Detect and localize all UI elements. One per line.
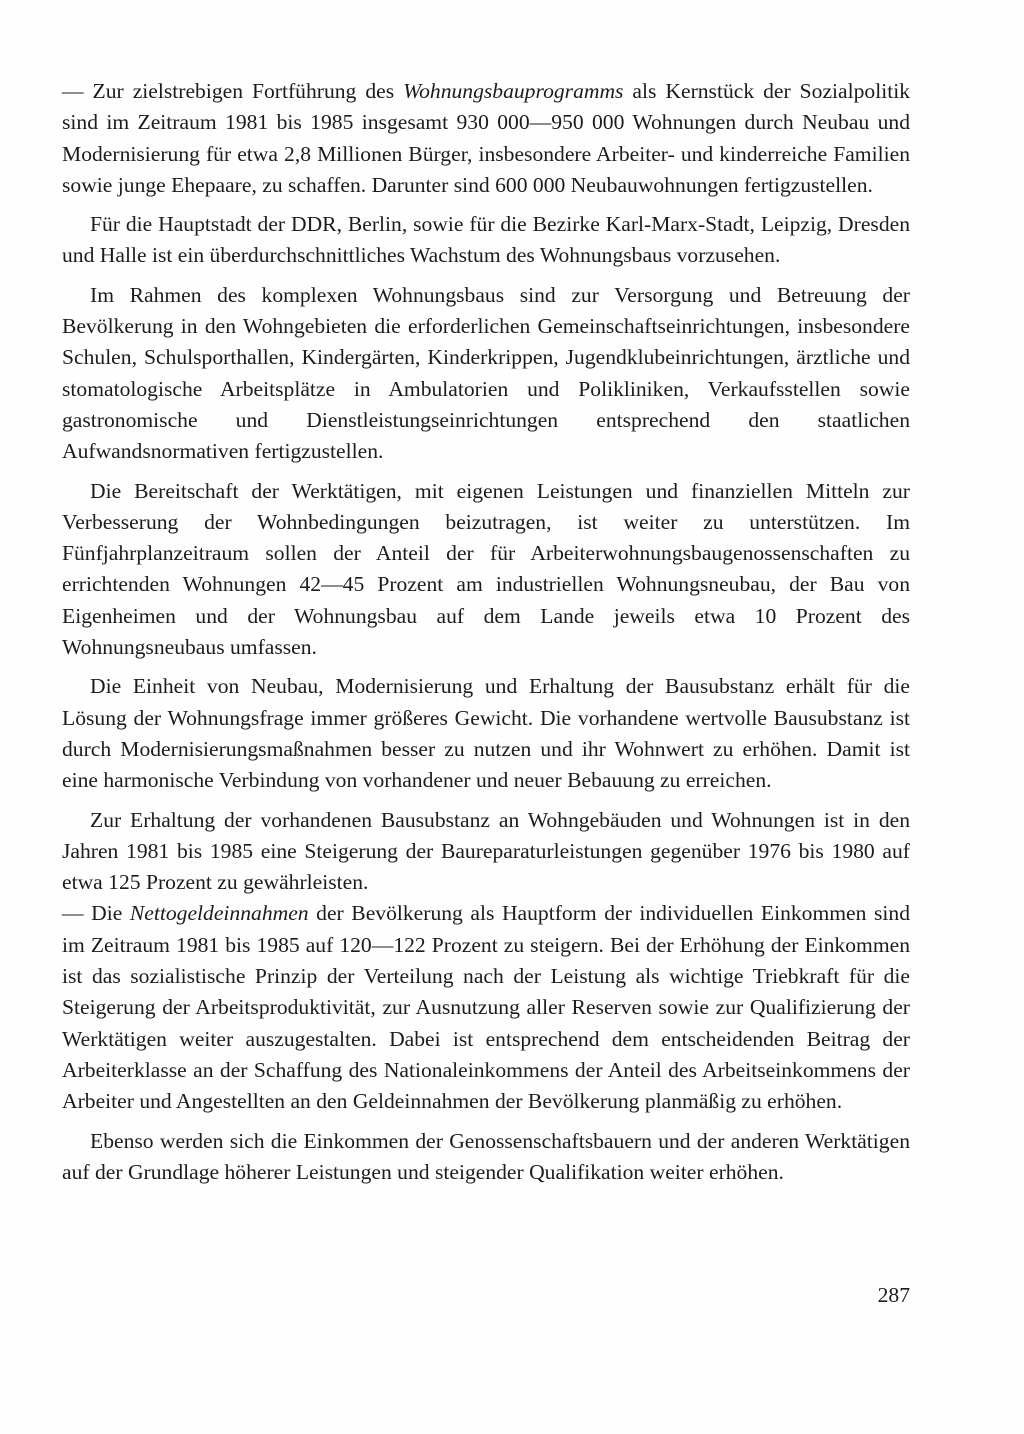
paragraph-housing-program — [62, 76, 910, 201]
emphasis-wohnungsbauprogramms: Wohnungsbauprogramms — [403, 79, 624, 103]
paragraph-modernisation: Die Einheit von Neubau, Modernisierung und Erhaltung der Bausubstanz erhält für die Lösung der Wohnungsfrage immer größeres Gewicht. Die vorhandene wertvolle Bausubstanz ist durch Modernisierungsmaßnahmen besser zu nutzen und ihr Wohnwert zu erhöhen. Damit ist eine harmonische Verbindung von vorhandener und neuer Bebauung zu erreichen. — [62, 674, 910, 793]
paragraph-community-facilities: Im Rahmen des komplexen Wohnungsbaus sind zur Versorgung und Betreuung der Bevölkerung in den Wohngebieten die erforderlichen Gemeinschaftseinrichtungen, insbesondere Schulen, Schulsporthallen, Kindergärten, Kinderkrippen, Jugendklubeinrichtungen, ärztliche und stomatologische Arbeitsplätze in Ambulatorien und Polikliniken, Verkaufsstellen sowie gastronomische und Dienstleistungseinrichtungen entsprechend den staatlichen Aufwandsnormativen fertigzustellen. — [62, 282, 910, 464]
paragraph-cooperative-farmers: Ebenso werden sich die Einkommen der Genossenschaftsbauern und der anderen Werktätigen auf der Grundlage höherer Leistungen und steigender Qualifikation weiter erhöhen. — [62, 1128, 910, 1184]
page-number: 287 — [877, 1283, 910, 1307]
paragraph-text: als Kernstück der Sozialpolitik sind im Zeitraum 1981 bis 1985 insgesamt 930 000—950 000 Wohnungen durch Neubau und Modernisierung für etwa 2,8 Millionen Bürger, insbesondere Arbeiter- und kinderreiche Familien sowie junge Ehepaare, zu schaffen. Darunter sind 600 000 Neubauwohnungen fertigzustellen. — [62, 79, 911, 197]
emphasis-nettogeldeinnahmen: Nettogeldeinnahmen — [129, 901, 309, 926]
paragraph-net-income — [62, 898, 910, 1117]
paragraph-lead: — Zur zielstrebigen Fortführung des — [62, 79, 404, 103]
paragraph-worker-contribution: Die Bereitschaft der Werktätigen, mit eigenen Leistungen und finanziellen Mitteln zur Verbesserung der Wohnbedingungen beizutragen, ist weiter zu unterstützen. Im Fünfjahrplanzeitraum sollen der Anteil der für Arbeiterwohnungsbaugenossenschaften zu errichtenden Wohnungen 42—45 Prozent am industriellen Wohnungsneubau, der Bau von Eigenheimen und der Wohnungsbau auf dem Lande jeweils etwa 10 Prozent des Wohnungsneubaus umfassen. — [62, 478, 910, 660]
paragraph-lead: — Die — [62, 901, 130, 926]
body-text — [62, 76, 910, 1188]
paragraph-building-maintenance: Zur Erhaltung der vorhandenen Bausubstanz an Wohngebäuden und Wohnungen ist in den Jahren 1981 bis 1985 eine Steigerung der Baureparaturleistungen gegenüber 1976 bis 1980 auf etwa 125 Prozent zu gewährleisten. — [62, 807, 910, 895]
paragraph-capital-growth: Für die Hauptstadt der DDR, Berlin, sowie für die Bezirke Karl-Marx-Stadt, Leipzig, Dresden und Halle ist ein überdurchschnittliches Wachstum des Wohnungsbaus vorzusehen. — [62, 212, 910, 268]
paragraph-text: der Bevölkerung als Hauptform der individuellen Einkommen sind im Zeitraum 1981 bis 1985 auf 120—122 Prozent zu steigern. Bei der Erhöhung der Einkommen ist das sozialistische Prinzip der Verteilung nach der Leistung als wichtige Triebkraft für die Steigerung der Arbeitsproduktivität, zur Ausnutzung aller Reserven sowie zur Qualifizierung der Werktätigen weiter auszugestalten. Dabei ist entsprechend dem entscheidenden Beitrag der Arbeiterklasse an der Schaffung des Nationaleinkommens der Anteil des Arbeitseinkommens der Arbeiter und Angestellten an den Geldeinnahmen der Bevölkerung planmäßig zu erhöhen. — [62, 901, 910, 1114]
